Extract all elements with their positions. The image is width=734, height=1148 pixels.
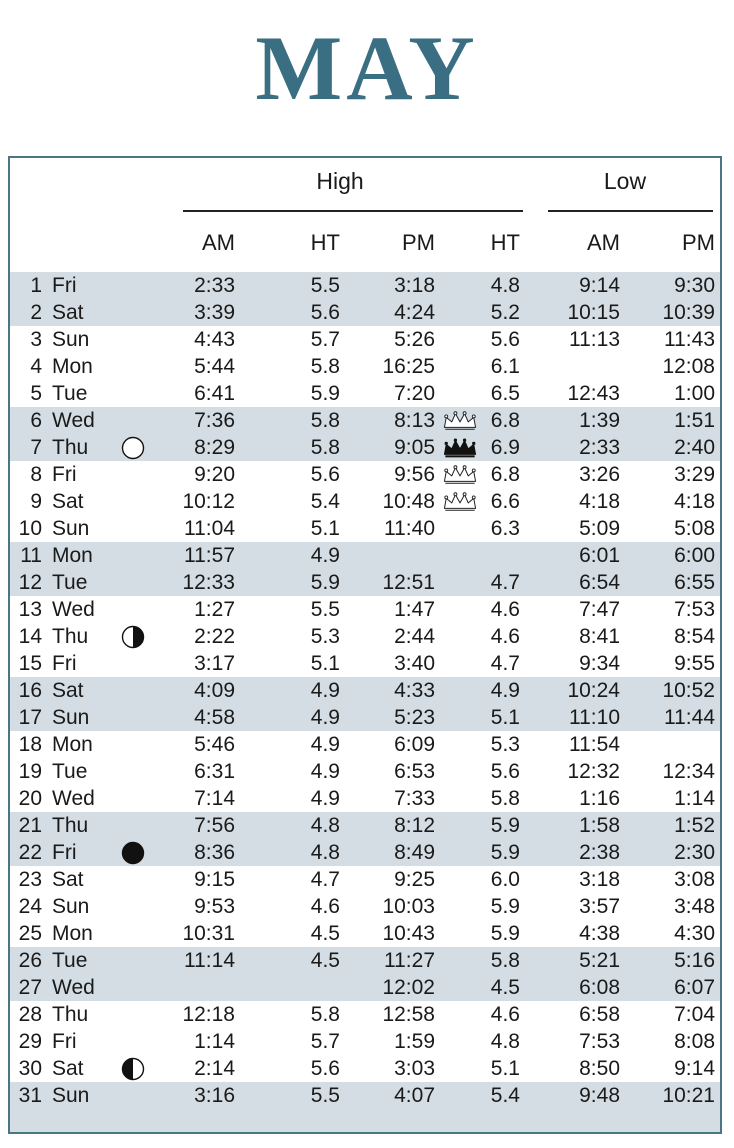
high-pm-time: 4:24 (394, 301, 435, 324)
high-am-time: 5:46 (194, 733, 235, 756)
low-pm-time: 12:34 (662, 760, 715, 783)
weekday-cell: Fri (52, 652, 77, 675)
weekday-cell: Tue (52, 949, 88, 972)
day-cell: 30 (18, 1057, 42, 1080)
low-pm-time: 8:08 (674, 1030, 715, 1053)
high-pm-height: 5.8 (490, 949, 520, 972)
high-am-height: 5.1 (310, 517, 340, 540)
high-am-time: 1:14 (194, 1030, 235, 1053)
weekday-cell: Wed (52, 409, 95, 432)
weekday-cell: Mon (52, 544, 93, 567)
high-am-time: 11:57 (184, 544, 235, 567)
tide-row (10, 920, 720, 947)
day-cell: 15 (18, 652, 42, 675)
high-am-height: 5.6 (310, 301, 340, 324)
high-pm-height: 6.9 (490, 436, 520, 459)
low-am-time: 6:01 (579, 544, 620, 567)
weekday-cell: Wed (52, 598, 95, 621)
high-am-height: 4.9 (310, 706, 340, 729)
high-pm-height (450, 542, 520, 569)
weekday-cell: Sat (52, 1057, 84, 1080)
high-am-time: 8:29 (194, 436, 235, 459)
high-am-time: 9:53 (194, 895, 235, 918)
high-pm-time: 7:33 (394, 787, 435, 810)
low-am-time: 9:14 (579, 274, 620, 297)
high-pm-height: 4.8 (490, 274, 520, 297)
high-pm-height: 5.4 (490, 1084, 520, 1107)
day-cell: 8 (30, 463, 42, 486)
low-group-header: Low (603, 168, 647, 194)
high-pm-time: 10:03 (382, 895, 435, 918)
day-cell: 9 (30, 490, 42, 513)
day-cell: 19 (18, 760, 42, 783)
tide-row (10, 326, 720, 353)
high-am-time: 10:31 (182, 922, 235, 945)
low-am-time: 3:26 (579, 463, 620, 486)
weekday-cell: Wed (52, 976, 95, 999)
low-pm-time: 7:53 (674, 598, 715, 621)
high-am-time: 6:31 (194, 760, 235, 783)
tide-row (10, 839, 720, 866)
day-cell: 21 (18, 814, 42, 837)
low-pm-time: 10:21 (662, 1084, 715, 1107)
high-pm-height: 5.1 (490, 1057, 520, 1080)
day-cell: 6 (30, 409, 42, 432)
low-pm-time: 4:30 (674, 922, 715, 945)
low-am-time: 10:24 (567, 679, 620, 702)
high-pm-height: 4.6 (490, 1003, 520, 1026)
outline-crown-icon (440, 410, 480, 432)
low-pm-time: 9:30 (674, 274, 715, 297)
tide-row (10, 596, 720, 623)
high-pm-height: 6.5 (490, 382, 520, 405)
high-pm-height: 5.1 (490, 706, 520, 729)
high-am-height (270, 974, 340, 1001)
high-am-height: 5.8 (310, 409, 340, 432)
day-cell: 4 (30, 355, 42, 378)
day-cell: 12 (18, 571, 42, 594)
high-pm-height: 5.9 (490, 895, 520, 918)
day-cell: 16 (18, 679, 42, 702)
high-am-height: 5.1 (310, 652, 340, 675)
high-am-time: 7:36 (194, 409, 235, 432)
low-am-time: 9:34 (579, 652, 620, 675)
weekday-cell: Thu (52, 1003, 89, 1026)
tide-row (10, 1055, 720, 1082)
high-am-height: 5.4 (310, 490, 340, 513)
day-cell: 25 (18, 922, 42, 945)
low-pm-time: 8:54 (674, 625, 715, 648)
low-am-time: 8:41 (579, 625, 620, 648)
low-pm-time: 11:44 (664, 706, 715, 729)
day-cell: 11 (20, 544, 42, 567)
high-pm-time: 5:26 (394, 328, 435, 351)
low-am-time: 3:18 (579, 868, 620, 891)
low-pm-time: 2:40 (674, 436, 715, 459)
high-am-time: 10:12 (182, 490, 235, 513)
high-am-height: 5.7 (310, 328, 340, 351)
high-am-time: 4:58 (194, 706, 235, 729)
tide-row (10, 650, 720, 677)
high-am-height: 5.5 (310, 1084, 340, 1107)
tide-row (10, 515, 720, 542)
high-pm-height: 4.7 (490, 571, 520, 594)
high-pm-height: 6.8 (490, 409, 520, 432)
tide-row (10, 380, 720, 407)
tide-row (10, 812, 720, 839)
day-cell: 26 (18, 949, 42, 972)
day-cell: 23 (18, 868, 42, 891)
high-pm-height: 4.9 (490, 679, 520, 702)
high-pm-time: 3:18 (394, 274, 435, 297)
low-am-time: 7:47 (579, 598, 620, 621)
low-pm-time: 1:14 (674, 787, 715, 810)
high-am-time: 5:44 (194, 355, 235, 378)
high-am-time: 12:33 (182, 571, 235, 594)
low-am-time: 12:43 (567, 382, 620, 405)
low-am-time: 11:54 (569, 733, 620, 756)
low-am-time: 1:58 (579, 814, 620, 837)
col-header-high-ht1: HT (310, 230, 340, 255)
low-am-time: 6:58 (579, 1003, 620, 1026)
tide-row (10, 893, 720, 920)
low-am-time: 2:33 (579, 436, 620, 459)
high-pm-time: 1:59 (394, 1030, 435, 1053)
high-am-time: 1:27 (194, 598, 235, 621)
low-pm-time: 5:08 (674, 517, 715, 540)
col-header-high-ht2: HT (490, 230, 520, 255)
high-pm-time: 9:56 (394, 463, 435, 486)
high-pm-time: 4:07 (394, 1084, 435, 1107)
low-am-time: 1:39 (579, 409, 620, 432)
tide-row (10, 299, 720, 326)
day-cell: 5 (30, 382, 42, 405)
day-cell: 28 (18, 1003, 42, 1026)
weekday-cell: Sun (52, 328, 90, 351)
high-pm-height: 5.3 (490, 733, 520, 756)
high-pm-height: 5.8 (490, 787, 520, 810)
high-pm-time: 1:47 (394, 598, 435, 621)
full-moon-icon (121, 436, 145, 460)
low-pm-time: 6:55 (674, 571, 715, 594)
tide-row (10, 623, 720, 650)
high-pm-height: 5.9 (490, 814, 520, 837)
outline-crown-icon (440, 464, 480, 486)
new-moon-icon (121, 841, 145, 865)
low-am-time: 6:54 (579, 571, 620, 594)
high-pm-height: 5.6 (490, 328, 520, 351)
high-am-height: 5.9 (310, 571, 340, 594)
low-pm-time: 6:07 (674, 976, 715, 999)
high-am-height: 4.7 (310, 868, 340, 891)
high-am-time: 7:14 (194, 787, 235, 810)
day-cell: 31 (18, 1084, 42, 1107)
weekday-cell: Mon (52, 733, 93, 756)
weekday-cell: Wed (52, 787, 95, 810)
bottom-band (10, 1109, 720, 1132)
weekday-cell: Thu (52, 436, 89, 459)
tide-row (10, 758, 720, 785)
day-cell: 7 (30, 436, 42, 459)
high-am-height: 5.7 (310, 1030, 340, 1053)
low-group-rule (548, 210, 713, 212)
high-group-rule (183, 210, 523, 212)
low-am-time: 5:21 (579, 949, 620, 972)
weekday-cell: Mon (52, 355, 93, 378)
low-am-time: 7:53 (579, 1030, 620, 1053)
high-pm-time: 10:43 (382, 922, 435, 945)
high-pm-time: 12:51 (382, 571, 435, 594)
high-pm-time: 5:23 (394, 706, 435, 729)
col-header-high-pm: PM (402, 230, 435, 255)
day-cell: 17 (18, 706, 42, 729)
weekday-cell: Thu (52, 814, 89, 837)
low-am-time: 6:08 (579, 976, 620, 999)
day-cell: 2 (30, 301, 42, 324)
weekday-cell: Mon (52, 922, 93, 945)
low-am-time: 11:13 (569, 328, 620, 351)
high-pm-time: 4:33 (394, 679, 435, 702)
low-pm-time: 3:08 (674, 868, 715, 891)
high-pm-time: 11:27 (384, 949, 435, 972)
weekday-cell: Fri (52, 841, 77, 864)
weekday-cell: Sat (52, 868, 84, 891)
high-am-height: 5.6 (310, 463, 340, 486)
low-am-time (540, 353, 620, 380)
low-am-time: 2:38 (579, 841, 620, 864)
day-cell: 14 (18, 625, 42, 648)
tide-row (10, 974, 720, 1001)
high-pm-height: 6.0 (490, 868, 520, 891)
high-am-time: 8:36 (194, 841, 235, 864)
high-am-time: 2:22 (194, 625, 235, 648)
low-pm-time: 12:08 (662, 355, 715, 378)
high-pm-time: 10:48 (382, 490, 435, 513)
high-am-time (160, 974, 235, 1001)
low-am-time: 3:57 (579, 895, 620, 918)
high-am-height: 5.8 (310, 436, 340, 459)
high-am-height: 4.8 (310, 814, 340, 837)
high-pm-time: 8:49 (394, 841, 435, 864)
tide-row (10, 1028, 720, 1055)
col-header-low-am: AM (587, 230, 620, 255)
high-pm-time: 3:40 (394, 652, 435, 675)
low-pm-time: 6:00 (674, 544, 715, 567)
high-pm-time: 6:53 (394, 760, 435, 783)
day-cell: 29 (18, 1030, 42, 1053)
high-pm-time: 8:13 (394, 409, 435, 432)
low-am-time: 5:09 (579, 517, 620, 540)
day-cell: 1 (30, 274, 42, 297)
high-am-time: 3:17 (194, 652, 235, 675)
low-am-time: 11:10 (569, 706, 620, 729)
weekday-cell: Fri (52, 463, 77, 486)
high-am-time: 4:43 (194, 328, 235, 351)
high-pm-height: 4.7 (490, 652, 520, 675)
low-pm-time: 7:04 (674, 1003, 715, 1026)
high-pm-height: 5.9 (490, 841, 520, 864)
high-pm-time: 16:25 (382, 355, 435, 378)
tide-row (10, 353, 720, 380)
high-pm-time: 3:03 (394, 1057, 435, 1080)
low-pm-time: 11:43 (664, 328, 715, 351)
last-quarter-moon-icon (121, 625, 145, 649)
high-am-height: 4.6 (310, 895, 340, 918)
high-am-time: 3:39 (194, 301, 235, 324)
high-am-time: 12:18 (182, 1003, 235, 1026)
tide-row (10, 731, 720, 758)
high-pm-height: 4.6 (490, 625, 520, 648)
high-pm-time: 8:12 (394, 814, 435, 837)
day-cell: 13 (18, 598, 42, 621)
high-pm-height: 6.8 (490, 463, 520, 486)
high-pm-height: 6.3 (490, 517, 520, 540)
high-pm-height: 5.2 (490, 301, 520, 324)
day-cell: 3 (30, 328, 42, 351)
low-am-time: 8:50 (579, 1057, 620, 1080)
high-pm-time: 9:05 (394, 436, 435, 459)
col-header-high-am: AM (202, 230, 235, 255)
low-pm-time: 3:48 (674, 895, 715, 918)
tide-row (10, 461, 720, 488)
weekday-cell: Fri (52, 274, 77, 297)
day-cell: 27 (18, 976, 42, 999)
low-pm-time: 9:14 (674, 1057, 715, 1080)
weekday-cell: Fri (52, 1030, 77, 1053)
high-am-height: 4.9 (310, 787, 340, 810)
low-am-time: 4:38 (579, 922, 620, 945)
high-pm-time (360, 542, 435, 569)
high-am-time: 2:14 (194, 1057, 235, 1080)
high-am-height: 4.8 (310, 841, 340, 864)
tide-row (10, 569, 720, 596)
weekday-cell: Tue (52, 760, 88, 783)
low-pm-time: 1:52 (674, 814, 715, 837)
high-pm-height: 4.6 (490, 598, 520, 621)
high-am-height: 5.9 (310, 382, 340, 405)
tide-row (10, 272, 720, 299)
high-am-height: 4.9 (310, 733, 340, 756)
tide-row (10, 434, 720, 461)
high-group-header: High (316, 168, 364, 194)
low-pm-time: 1:51 (674, 409, 715, 432)
high-am-time: 11:14 (184, 949, 235, 972)
high-am-height: 5.5 (310, 274, 340, 297)
weekday-cell: Tue (52, 571, 88, 594)
high-am-time: 11:04 (184, 517, 235, 540)
tide-row (10, 785, 720, 812)
low-pm-time (630, 731, 715, 758)
weekday-cell: Tue (52, 382, 88, 405)
high-am-time: 4:09 (194, 679, 235, 702)
weekday-cell: Sun (52, 1084, 90, 1107)
high-pm-time: 6:09 (394, 733, 435, 756)
high-pm-height: 4.8 (490, 1030, 520, 1053)
high-pm-height: 5.6 (490, 760, 520, 783)
high-am-height: 5.8 (310, 1003, 340, 1026)
high-am-height: 4.9 (310, 679, 340, 702)
high-pm-height: 6.1 (490, 355, 520, 378)
high-am-height: 5.8 (310, 355, 340, 378)
month-title: MAY (255, 17, 479, 119)
filled-crown-icon (440, 437, 480, 459)
high-pm-time: 7:20 (394, 382, 435, 405)
weekday-cell: Sun (52, 895, 90, 918)
high-am-height: 4.9 (310, 544, 340, 567)
tide-row (10, 488, 720, 515)
high-am-height: 4.5 (310, 922, 340, 945)
high-am-time: 9:15 (194, 868, 235, 891)
day-cell: 18 (18, 733, 42, 756)
tide-row (10, 677, 720, 704)
high-am-height: 5.6 (310, 1057, 340, 1080)
low-pm-time: 9:55 (674, 652, 715, 675)
high-pm-height: 5.9 (490, 922, 520, 945)
high-pm-height: 4.5 (490, 976, 520, 999)
weekday-cell: Sat (52, 490, 84, 513)
high-pm-height: 6.6 (490, 490, 520, 513)
low-pm-time: 1:00 (674, 382, 715, 405)
high-pm-time: 12:02 (382, 976, 435, 999)
day-cell: 20 (18, 787, 42, 810)
low-pm-time: 3:29 (674, 463, 715, 486)
low-pm-time: 10:39 (662, 301, 715, 324)
tide-row (10, 866, 720, 893)
low-pm-time: 5:16 (674, 949, 715, 972)
tide-row (10, 947, 720, 974)
low-pm-time: 2:30 (674, 841, 715, 864)
low-pm-time: 4:18 (674, 490, 715, 513)
weekday-cell: Sat (52, 301, 84, 324)
tide-row (10, 704, 720, 731)
outline-crown-icon (440, 491, 480, 513)
weekday-cell: Thu (52, 625, 89, 648)
weekday-cell: Sun (52, 706, 90, 729)
high-pm-time: 12:58 (382, 1003, 435, 1026)
high-pm-time: 2:44 (394, 625, 435, 648)
day-cell: 24 (18, 895, 42, 918)
weekday-cell: Sun (52, 517, 90, 540)
high-am-height: 5.3 (310, 625, 340, 648)
first-quarter-moon-icon (121, 1057, 145, 1081)
high-am-height: 4.5 (310, 949, 340, 972)
weekday-cell: Sat (52, 679, 84, 702)
high-pm-time: 9:25 (394, 868, 435, 891)
low-pm-time: 10:52 (662, 679, 715, 702)
low-am-time: 12:32 (567, 760, 620, 783)
day-cell: 10 (18, 517, 42, 540)
high-pm-time: 11:40 (384, 517, 435, 540)
tide-row (10, 542, 720, 569)
high-am-time: 2:33 (194, 274, 235, 297)
tide-row (10, 407, 720, 434)
high-am-time: 6:41 (194, 382, 235, 405)
tide-row (10, 1082, 720, 1109)
tide-row (10, 1001, 720, 1028)
low-am-time: 10:15 (567, 301, 620, 324)
low-am-time: 9:48 (579, 1084, 620, 1107)
high-am-height: 4.9 (310, 760, 340, 783)
low-am-time: 4:18 (579, 490, 620, 513)
high-am-time: 7:56 (194, 814, 235, 837)
low-am-time: 1:16 (579, 787, 620, 810)
high-am-time: 9:20 (194, 463, 235, 486)
col-header-low-pm: PM (682, 230, 715, 255)
high-am-height: 5.5 (310, 598, 340, 621)
high-am-time: 3:16 (194, 1084, 235, 1107)
day-cell: 22 (18, 841, 42, 864)
